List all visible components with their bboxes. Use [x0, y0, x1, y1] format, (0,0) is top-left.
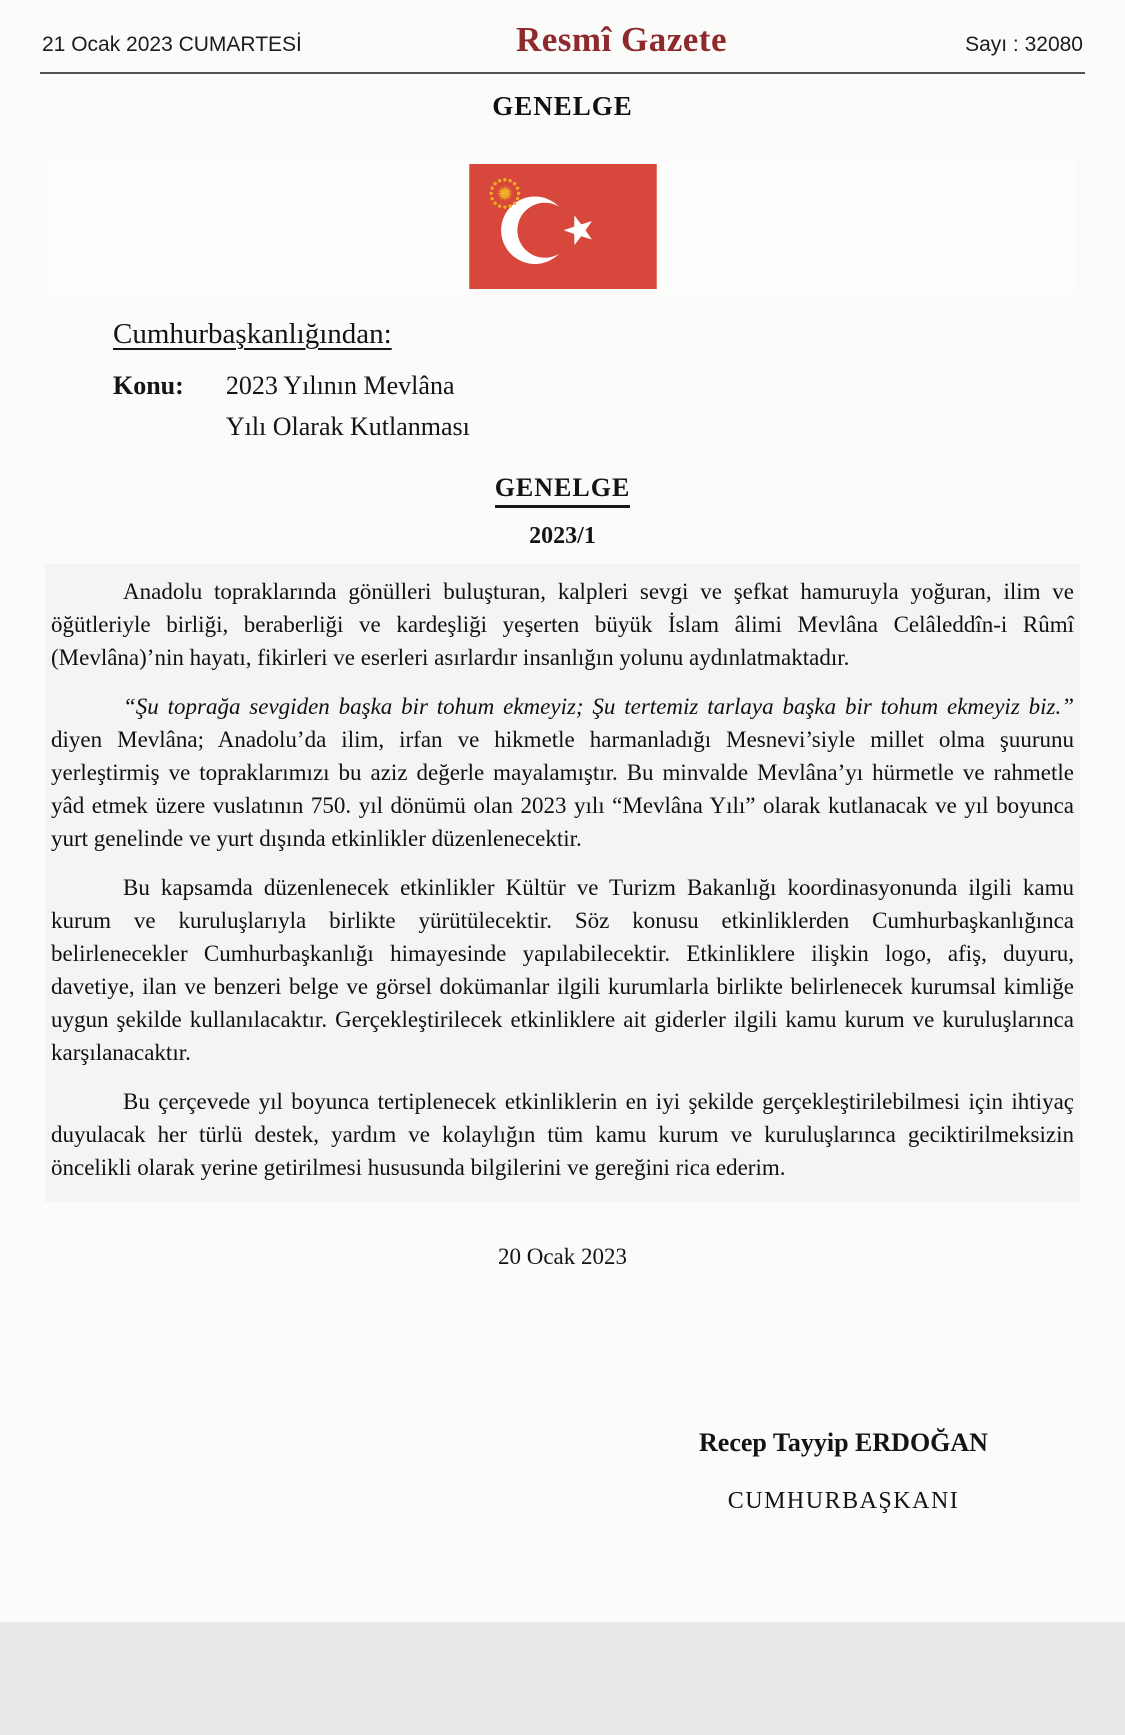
paragraph-4: Bu çerçevede yıl boyunca tertiplenecek etkinliklerin en iyi şekilde gerçekleştirilebilmesi için ihtiyaç duyulacak her türlü destek, yardım ve kolaylığın tüm kamu kurum ve kuruluşlarınca geciktirilmeksizin öncelikli olarak yerine getirilmesi hususunda bilgilerini ve gereğini rica ederim.: [51, 1089, 1074, 1180]
mevlana-quote: “Şu toprağa sevgiden başka bir tohum ekmeyiz; Şu tertemiz tarlaya başka bir tohum ekmeyiz biz.”: [123, 694, 1074, 719]
circular-number: 2023/1: [529, 523, 596, 549]
circular-title: GENELGE: [495, 473, 631, 508]
paragraph-2-rest: diyen Mevlâna; Anadolu’da ilim, irfan ve hikmetle harmanladığı Mesnevi’siyle millet olma şuurunu yerleştirmiş ve topraklarımızı bu aziz değerle mayalamıştır. Bu minvalde Mevlâna’yı hürmetle ve rahmetle yâd etmek üzere vuslatının 750. yıl dönümü olan 2023 yılı “Mevlâna Yılı” olarak kutlanacak ve yıl boyunca yurt genelinde ve yurt dışında etkinlikler düzenlenecektir.: [51, 727, 1074, 851]
subject-line-1: 2023 Yılının Mevlâna: [225, 371, 455, 400]
flag-image-band: [48, 159, 1077, 294]
gazette-issue-number: Sayı : 32080: [965, 33, 1083, 56]
paragraph-2: [51, 690, 1074, 855]
gazette-title: Resmî Gazete: [515, 20, 727, 59]
turkish-presidential-flag-icon: [469, 164, 657, 289]
section-heading: GENELGE: [492, 91, 633, 121]
circular-title-wrap: [0, 473, 1125, 508]
circular-body: [45, 564, 1080, 1202]
paragraph-1: Anadolu topraklarında gönülleri buluşturan, kalpleri sevgi ve şefkat hamuruyla yoğuran, ilim ve öğütleriyle birliği, beraberliği ve kardeşliği yeşerten büyük İslam âlimi Mevlâna Celâleddîn-i Rûmî (Mevlâna)’nin hayatı, fikirleri ve eserleri asırlardır insanlığın yolunu aydınlatmaktadır.: [51, 579, 1074, 670]
subject-line-2: Yılı Olarak Kutlanması: [225, 412, 470, 441]
subject-text: [226, 365, 470, 447]
issuing-authority: Cumhurbaşkanlığından:: [113, 318, 392, 350]
gazette-masthead: [0, 0, 1125, 60]
subject-label: Konu:: [113, 371, 184, 400]
signature-block: [562, 1428, 1125, 1515]
circular-date: 20 Ocak 2023: [497, 1244, 628, 1269]
paragraph-3: Bu kapsamda düzenlenecek etkinlikler Kültür ve Turizm Bakanlığı koordinasyonunda ilgili kamu kurum ve kuruluşlarıyla birlikte yürütülecektir. Söz konusu etkinliklerden Cumhurbaşkanlığınca belirlenecekler Cumhurbaşkanlığı himayesinde yapılabilecektir. Etkinliklere ilişkin logo, afiş, duyuru, davetiye, ilan ve benzeri belge ve görsel dokümanlar ilgili kurumlarla birlikte belirlenecek kurumsal kimliğe uygun şekilde kullanılacaktır. Gerçekleştirilecek etkinliklere ait giderler ilgili kamu kurum ve kuruluşlarınca karşılanacaktır.: [51, 875, 1074, 1065]
masthead-divider: [40, 72, 1085, 74]
scan-bottom-band: [0, 1622, 1125, 1735]
subject-block: [113, 365, 1125, 447]
signature-title: CUMHURBAŞKANI: [727, 1488, 960, 1514]
signature-name: Recep Tayyip ERDOĞAN: [699, 1428, 988, 1457]
gazette-date: 21 Ocak 2023 CUMARTESİ: [42, 33, 302, 56]
